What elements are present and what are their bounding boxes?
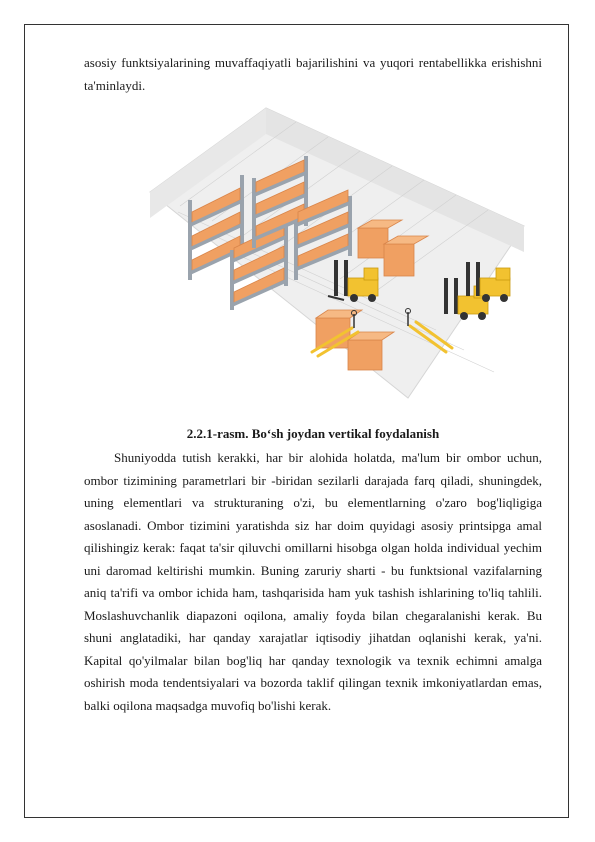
warehouse-illustration [148,100,526,400]
paragraph-top: asosiy funktsiyalarining muvaffaqiyatli bajarilishini va yuqori rentabellikka erishishni ta'minlaydi. [84,55,542,93]
figure-caption: 2.2.1-rasm. Bo‘sh joydan vertikal foydalanish [186,426,440,441]
paragraph-body-text: Shuniyodda tutish kerakki, har bir alohida holatda, ma'lum bir ombor uchun, ombor tizimining parametrlari bir -biridan sezilarli darajada farq qiladi, shuningdek, uning elementlari va strukturaning o'zi, bu elementlarning o'zaro bog'liqligiga asoslanadi. Ombor tizimini yaratishda siz har doim quyidagi asosiy printsipga amal qilishingiz kerak: faqat ta'sir qiluvchi omillarni hisobga olgan holda individual yechim uni daromad keltirishi mumkin. Buning zaruriy sharti - bu funktsional vazifalarning aniq ta'rifi va ombor ichida ham, tashqarisida ham yuk tashish ishlarining to'liq tahlili. Moslashuvchanlik diapazoni oqilona, amaliy foyda bilan chegaralanishi kerak. Bu shuni anglatadiki, har qanday xarajatlar iqtisodiy jihatdan oqlanishi kerak, ya'ni. Kapital qo'yilmalar bilan bog'liq har qanday texnologik va texnik echimni amalga oshirish moda tendentsiyalari va bozorda taklif qilingan texnik imkoniyatlardan emas, balki oqilona maqsadga muvofiq bo'lishi kerak. [84,450,542,713]
paragraph-body [84,447,542,717]
